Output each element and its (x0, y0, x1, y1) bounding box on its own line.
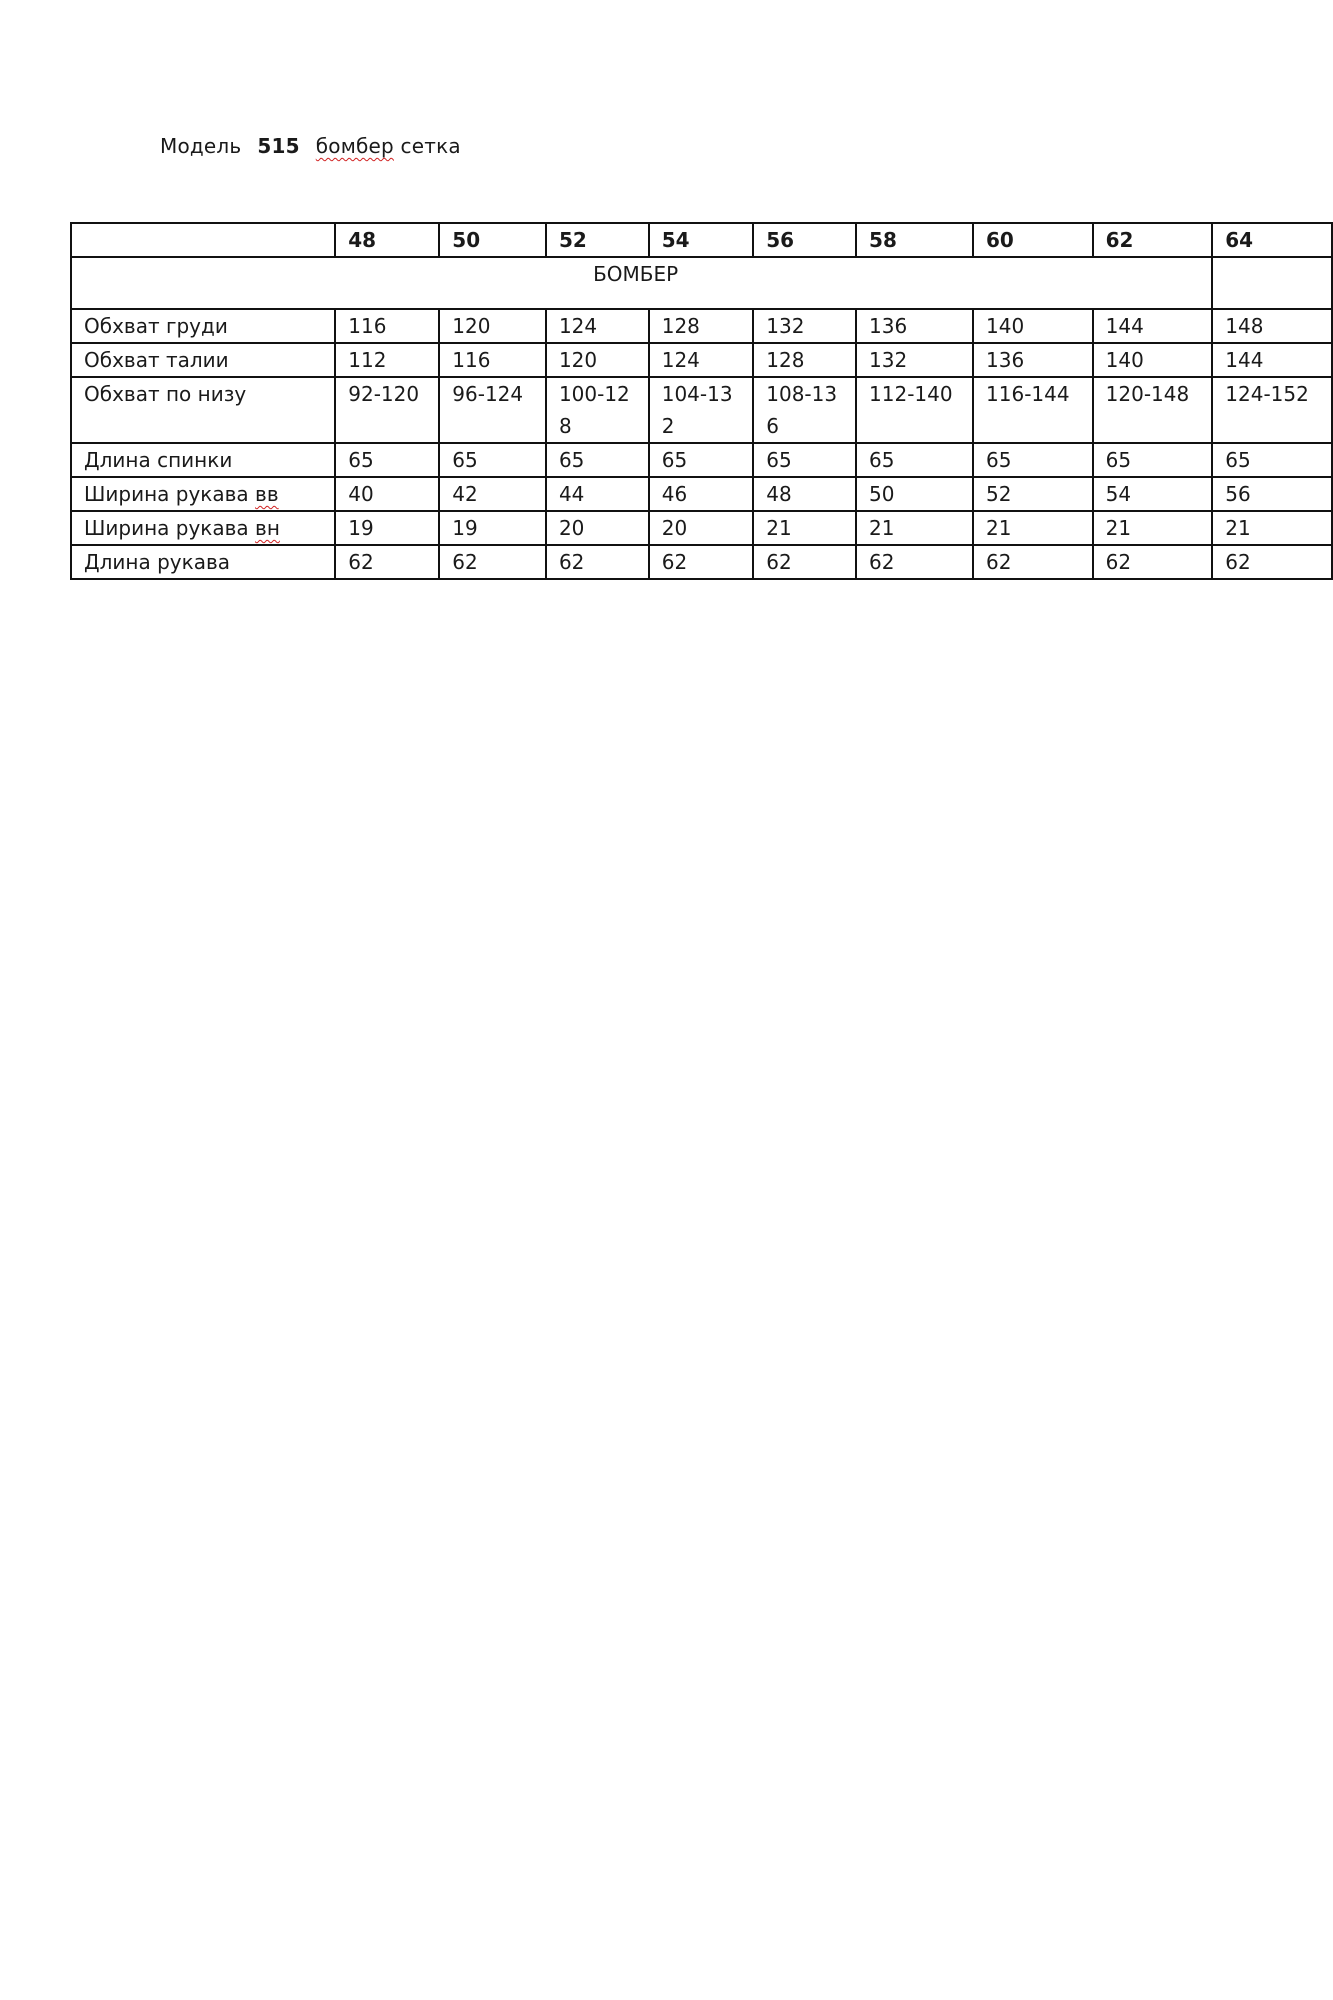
table-cell: 40 (335, 477, 439, 511)
table-cell: 21 (753, 511, 856, 545)
size-chart-table (70, 222, 1333, 580)
table-cell: 136 (973, 343, 1093, 377)
table-cell: 65 (856, 443, 973, 477)
table-cell: 54 (1093, 477, 1213, 511)
table-cell: 120 (439, 309, 546, 343)
table-cell: 62 (1212, 545, 1332, 579)
table-cell: 19 (335, 511, 439, 545)
table-cell: 144 (1212, 343, 1332, 377)
table-row (71, 545, 1332, 579)
table-cell: 19 (439, 511, 546, 545)
table-cell: 42 (439, 477, 546, 511)
table-cell: 21 (1093, 511, 1213, 545)
table-cell: 116 (439, 343, 546, 377)
table-cell: 62 (546, 545, 649, 579)
table-cell: 21 (1212, 511, 1332, 545)
table-cell: 100-128 (546, 377, 649, 443)
table-cell: 52 (973, 477, 1093, 511)
table-cell: 140 (973, 309, 1093, 343)
table-cell: 116-144 (973, 377, 1093, 443)
table-cell: 120 (546, 343, 649, 377)
table-cell: 120-148 (1093, 377, 1213, 443)
model-number: 515 (257, 134, 300, 158)
table-row (71, 511, 1332, 545)
table-cell: 62 (753, 545, 856, 579)
table-cell: 144 (1093, 309, 1213, 343)
table-row (71, 477, 1332, 511)
table-cell: 50 (856, 477, 973, 511)
table-cell: 62 (856, 545, 973, 579)
table-cell: 148 (1212, 309, 1332, 343)
size-cell: 60 (973, 223, 1093, 257)
table-cell: 112 (335, 343, 439, 377)
table-cell: 124-152 (1212, 377, 1332, 443)
table-row (71, 343, 1332, 377)
table-cell: 65 (335, 443, 439, 477)
size-cell: 54 (649, 223, 754, 257)
table-cell: 62 (649, 545, 754, 579)
size-cell: 62 (1093, 223, 1213, 257)
table-cell: 65 (439, 443, 546, 477)
document-title (160, 134, 461, 158)
table-cell: 65 (1093, 443, 1213, 477)
table-cell: 104-132 (649, 377, 754, 443)
size-cell: 56 (753, 223, 856, 257)
table-cell: 96-124 (439, 377, 546, 443)
table-row (71, 377, 1332, 443)
product-word-2: сетка (400, 134, 461, 158)
row-label: Обхват талии (71, 343, 335, 377)
section-empty-cell (1212, 257, 1332, 309)
table-cell: 92-120 (335, 377, 439, 443)
table-cell: 21 (856, 511, 973, 545)
row-label: Ширина рукава вв (71, 477, 335, 511)
product-word-1: бомбер (315, 134, 394, 158)
size-cell: 50 (439, 223, 546, 257)
table-cell: 124 (546, 309, 649, 343)
row-label: Обхват по низу (71, 377, 335, 443)
model-label: Модель (160, 134, 242, 158)
corner-cell (71, 223, 335, 257)
table-cell: 65 (546, 443, 649, 477)
table-cell: 65 (753, 443, 856, 477)
row-label: Обхват груди (71, 309, 335, 343)
table-row (71, 309, 1332, 343)
size-cell: 64 (1212, 223, 1332, 257)
table-cell: 140 (1093, 343, 1213, 377)
table-cell: 124 (649, 343, 754, 377)
table-cell: 46 (649, 477, 754, 511)
table-cell: 62 (439, 545, 546, 579)
row-label: Длина рукава (71, 545, 335, 579)
table-cell: 108-136 (753, 377, 856, 443)
table-cell: 65 (1212, 443, 1332, 477)
size-cell: 58 (856, 223, 973, 257)
table-cell: 128 (753, 343, 856, 377)
size-header-row (71, 223, 1332, 257)
table-cell: 48 (753, 477, 856, 511)
table-row (71, 443, 1332, 477)
size-cell: 52 (546, 223, 649, 257)
product-name (316, 134, 461, 158)
size-cell: 48 (335, 223, 439, 257)
table-cell: 65 (973, 443, 1093, 477)
table-cell: 62 (335, 545, 439, 579)
row-label: Ширина рукава вн (71, 511, 335, 545)
table-cell: 136 (856, 309, 973, 343)
section-label: БОМБЕР (71, 257, 1212, 309)
table-cell: 132 (753, 309, 856, 343)
table-cell: 116 (335, 309, 439, 343)
table-cell: 112-140 (856, 377, 973, 443)
row-label: Длина спинки (71, 443, 335, 477)
table-cell: 128 (649, 309, 754, 343)
table-cell: 132 (856, 343, 973, 377)
table-cell: 20 (546, 511, 649, 545)
table-cell: 62 (1093, 545, 1213, 579)
table-cell: 56 (1212, 477, 1332, 511)
table-cell: 20 (649, 511, 754, 545)
table-cell: 21 (973, 511, 1093, 545)
table-cell: 62 (973, 545, 1093, 579)
table-cell: 65 (649, 443, 754, 477)
section-row (71, 257, 1332, 309)
table-cell: 44 (546, 477, 649, 511)
